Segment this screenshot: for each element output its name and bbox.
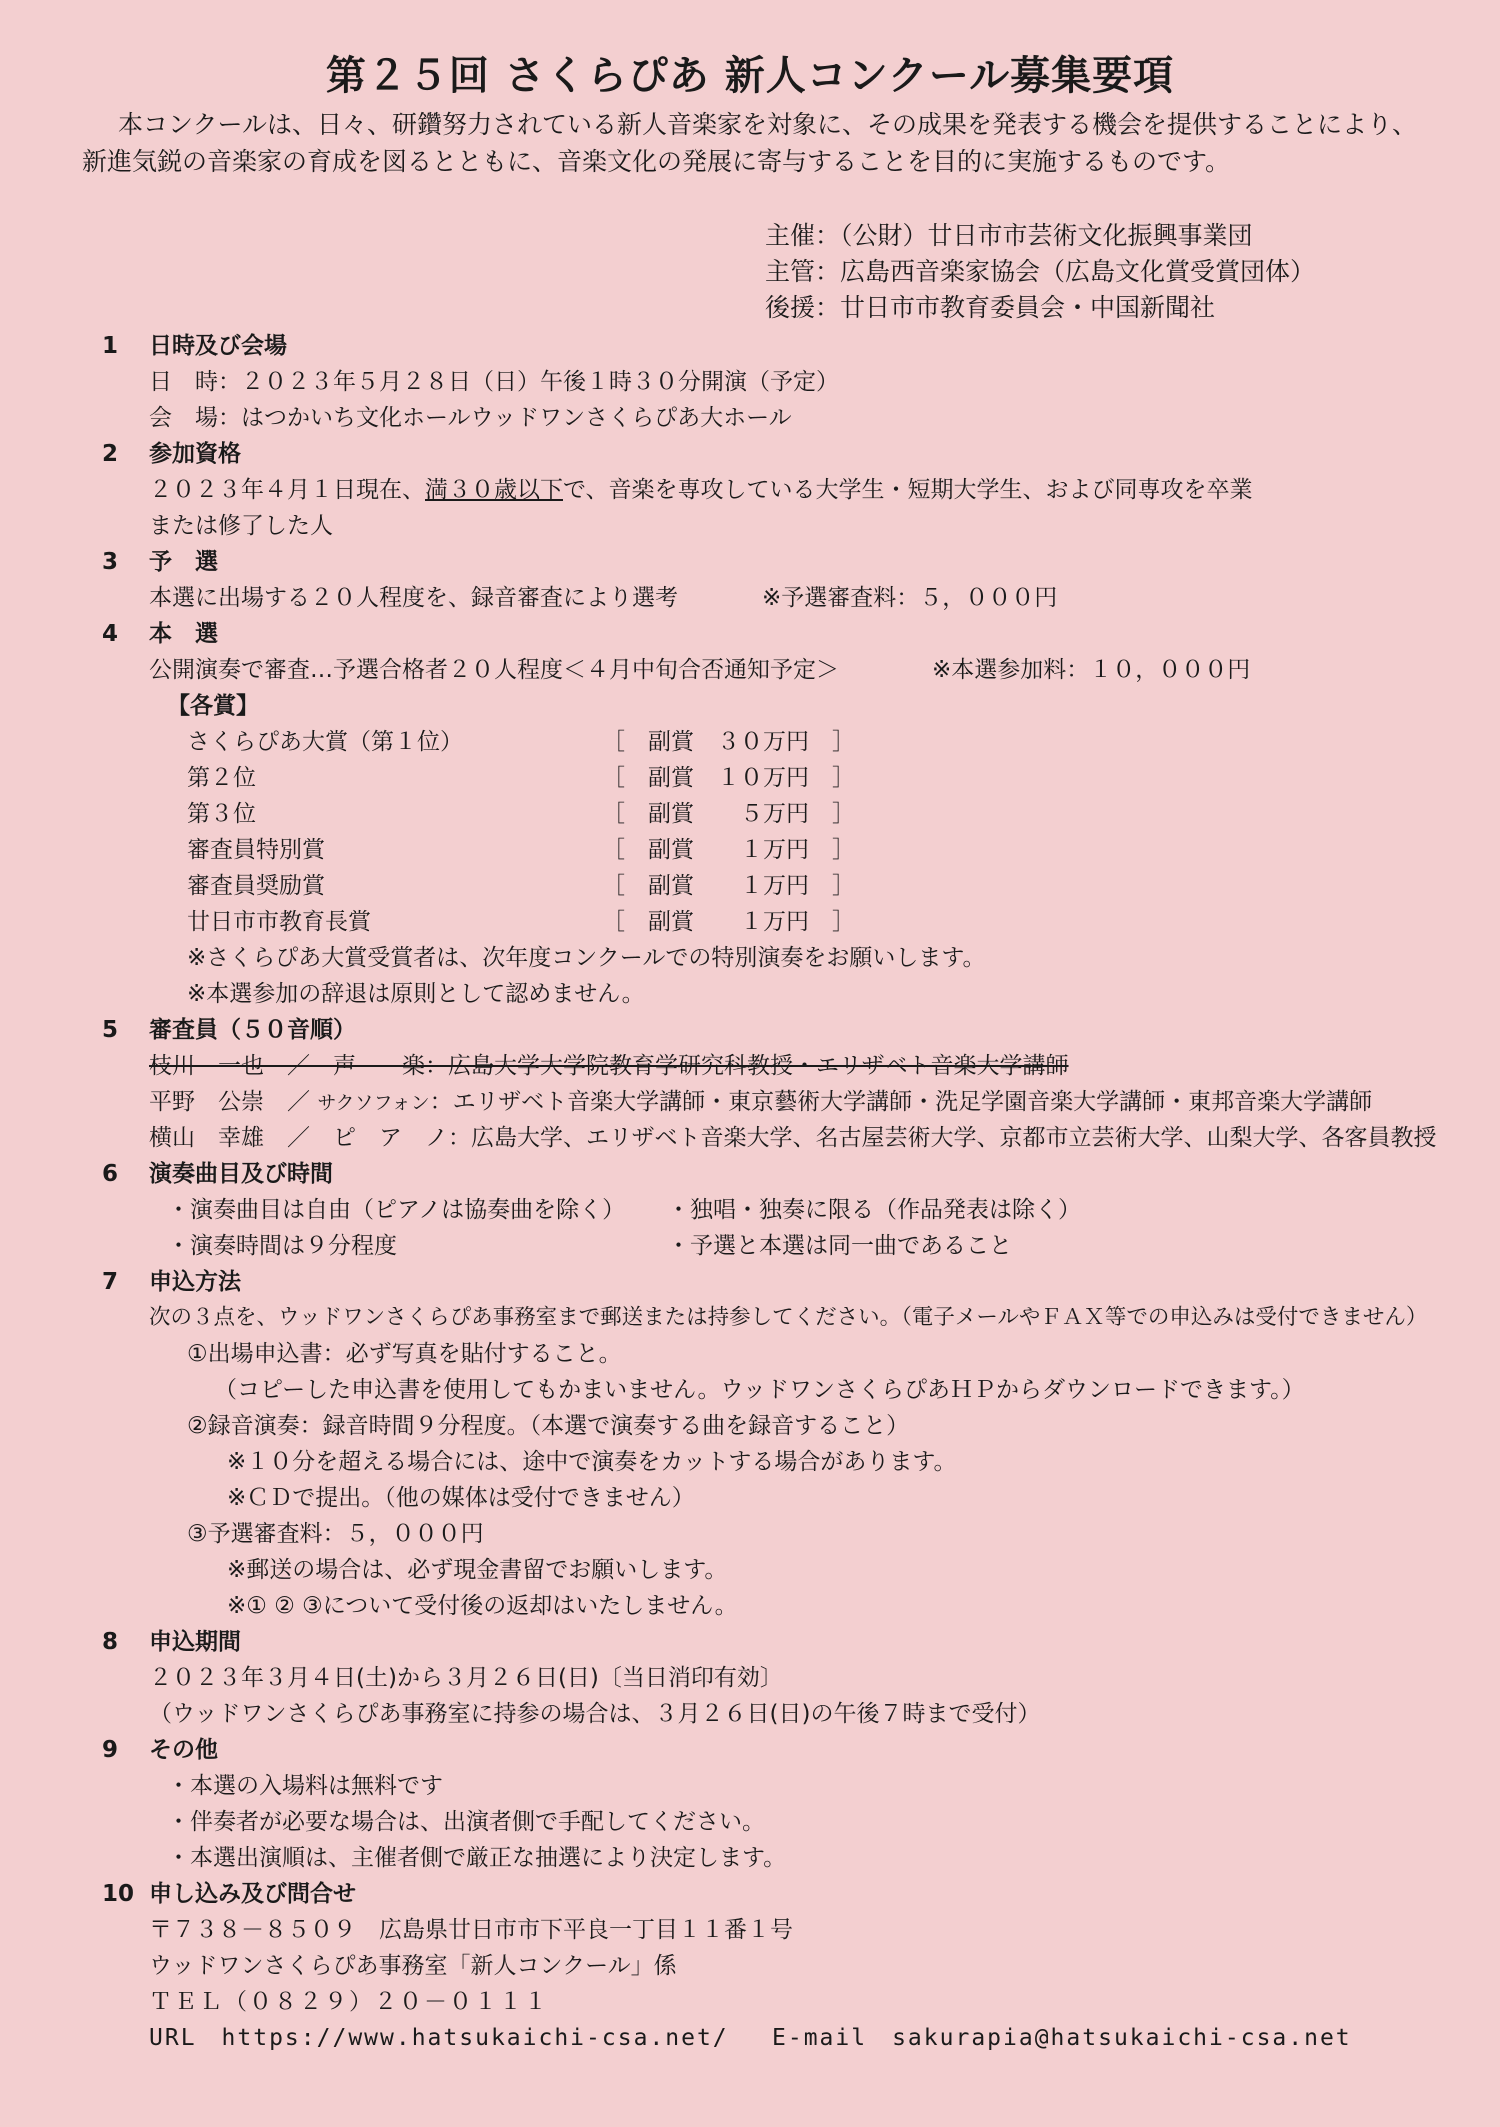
award-row [102,724,1492,760]
section-title: 参加資格 [149,441,241,467]
judge-3: 横山 幸雄 ／ ピ ア ノ：広島大学、エリザベト音楽大学、名古屋芸術大学、京都市立芸術大学、山梨大学、各客員教授 [149,1125,1437,1151]
program-row-2 [102,1228,1492,1264]
contact-email[interactable]: E-mail sakurapia@hatsukaichi-csa.net [772,2025,1352,2051]
award-name: 第２位 [187,765,256,791]
judge-2 [102,1084,1492,1120]
organizer-host: 主催：（公財）廿日市市芸術文化振興事業団 [765,221,1253,250]
award-prize: ［ 副賞 １万円 ］ [602,909,855,935]
application-item-3: ③予選審査料：５，０００円 [187,1521,484,1547]
eligibility-date: ２０２３年４月１日現在、 [149,477,425,503]
award-row [102,760,1492,796]
application-item-1-note: （コピーした申込書を使用してもかまいません。ウッドワンさくらぴあＨＰからダウンロードできます。） [214,1377,1305,1403]
award-prize: ［ 副賞 １万円 ］ [602,873,855,899]
intro-paragraph [82,106,1442,180]
application-item-3-note-1: ※郵送の場合は、必ず現金書留でお願いします。 [227,1557,728,1583]
sections [102,328,1492,2056]
preliminary-text [102,580,1492,616]
final-text [102,652,1492,688]
page-title: 第２５回 さくらぴあ 新人コンクール募集要項 [325,53,1175,99]
event-venue: 会 場：はつかいち文化ホールウッドワンさくらぴあ大ホール [149,405,792,431]
section-number: 3 [102,549,119,575]
program-rule-a: ・演奏曲目は自由（ピアノは協奏曲を除く） [167,1197,626,1223]
organizer-support: 後援：廿日市市教育委員会・中国新聞社 [765,293,1216,322]
section-number: 4 [102,621,119,647]
final-fee: ※本選参加料：１０，０００円 [932,657,1251,683]
application-item-3-note-2: ※① ② ③について受付後の返却はいたしません。 [227,1593,738,1619]
application-period-note: （ウッドワンさくらぴあ事務室に持参の場合は、３月２６日(日)の午後７時まで受付） [149,1701,1041,1727]
section-8-heading [102,1624,1492,1660]
section-number: 8 [102,1629,119,1655]
section-10-heading [102,1876,1492,1912]
contact-url[interactable]: URL https://www.hatsukaichi-csa.net/ [149,2025,729,2051]
contact-office: ウッドワンさくらぴあ事務室「新人コンクール」係 [149,1953,677,1979]
section-2-heading [102,436,1492,472]
other-note-3: ・本選出演順は、主催者側で厳正な抽選により決定します。 [167,1845,787,1871]
contact-tel: ＴＥＬ（０８２９）２０－０１１１ [149,1989,549,2015]
program-rule-c: ・演奏時間は９分程度 [167,1233,397,1259]
award-name: 審査員奨励賞 [187,873,325,899]
final-description: 公開演奏で審査…予選合格者２０人程度＜４月中旬合否通知予定＞ [149,657,839,683]
application-item-2-note-2: ※ＣＤで提出。（他の媒体は受付できません） [227,1485,695,1511]
application-item-2-note-1: ※１０分を超える場合には、途中で演奏をカットする場合があります。 [227,1449,957,1475]
section-title: 本 選 [149,621,218,647]
contact-web [102,2020,1492,2056]
section-title: 予 選 [149,549,218,575]
section-number: 9 [102,1737,119,1763]
section-number: 6 [102,1161,119,1187]
program-rule-d: ・予選と本選は同一曲であること [667,1233,1012,1259]
award-name: 第３位 [187,801,256,827]
organizers [765,218,1315,326]
section-6-heading [102,1156,1492,1192]
awards-heading: 【各賞】 [167,693,259,719]
eligibility-detail: で、音楽を専攻している大学生・短期大学生、および同専攻を卒業 [563,477,1253,503]
section-9-heading [102,1732,1492,1768]
application-intro: 次の３点を、ウッドワンさくらぴあ事務室まで郵送または持参してください。（電子メールやＦＡＸ等での申込みは受付できません） [149,1305,1428,1330]
contact-address: 〒７３８－８５０９ 広島県廿日市市下平良一丁目１１番１号 [149,1917,793,1943]
section-5-heading [102,1012,1492,1048]
section-title: その他 [149,1737,218,1763]
award-name: 審査員特別賞 [187,837,325,863]
section-number: 5 [102,1017,119,1043]
final-note-2: ※本選参加の辞退は原則として認めません。 [187,981,645,1007]
judge-2-affiliation: ：エリザベト音楽大学講師・東京藝術大学講師・洗足学園音楽大学講師・東邦音楽大学講師 [429,1089,1373,1115]
application-item-1: ①出場申込書：必ず写真を貼付すること。 [187,1341,622,1367]
application-item-2: ②録音演奏：録音時間９分程度。（本選で演奏する曲を録音すること） [187,1413,910,1439]
award-row [102,868,1492,904]
award-prize: ［ 副賞 １万円 ］ [602,837,855,863]
preliminary-description: 本選に出場する２０人程度を、録音審査により選考 [149,585,678,611]
section-4-heading [102,616,1492,652]
award-prize: ［ 副賞 ５万円 ］ [602,801,855,827]
section-title: 申込期間 [149,1629,241,1655]
award-name: 廿日市市教育長賞 [187,909,371,935]
section-title: 日時及び会場 [149,333,287,359]
award-row [102,904,1492,940]
judge-1-struck: 枝川 一也 ／ 声 楽：広島大学大学院教育学研究科教授・エリザベト音楽大学講師 [149,1053,1069,1079]
section-title: 申し込み及び問合せ [149,1881,356,1907]
section-number: 7 [102,1269,119,1295]
program-rule-b: ・独唱・独奏に限る（作品発表は除く） [667,1197,1081,1223]
section-number: 10 [102,1881,135,1907]
program-row-1 [102,1192,1492,1228]
event-datetime: 日 時：２０２３年５月２８日（日）午後１時３０分開演（予定） [149,369,839,395]
other-note-2: ・伴奏者が必要な場合は、出演者側で手配してください。 [167,1809,765,1835]
award-prize: ［ 副賞 ３０万円 ］ [602,729,855,755]
award-row [102,796,1492,832]
section-number: 1 [102,333,119,359]
section-3-heading [102,544,1492,580]
judge-2-name: 平野 公崇 ／ [149,1089,310,1115]
section-title: 審査員（５０音順） [149,1017,356,1043]
preliminary-fee: ※予選審査料：５，０００円 [762,585,1058,611]
intro-line-1: 本コンクールは、日々、研鑽努力されている新人音楽家を対象に、その成果を発表する機会を提供することにより、 [118,110,1418,139]
judge-2-instrument: サクソフォン [317,1092,430,1114]
eligibility-line-2: または修了した人 [149,513,333,539]
organizer-manage: 主管：広島西音楽家協会（広島文化賞受賞団体） [765,257,1316,286]
section-number: 2 [102,441,119,467]
section-7-heading [102,1264,1492,1300]
age-limit: 満３０歳以下 [425,477,563,503]
award-row [102,832,1492,868]
application-period: ２０２３年３月４日(土)から３月２６日(日)〔当日消印有効〕 [149,1665,783,1691]
eligibility-line-1 [102,472,1492,508]
award-prize: ［ 副賞 １０万円 ］ [602,765,855,791]
section-title: 演奏曲目及び時間 [149,1161,333,1187]
other-note-1: ・本選の入場料は無料です [167,1773,443,1799]
intro-line-2: 新進気鋭の音楽家の育成を図るとともに、音楽文化の発展に寄与することを目的に実施するものです。 [82,147,1231,176]
award-name: さくらぴあ大賞（第１位） [187,729,463,755]
final-note-1: ※さくらぴあ大賞受賞者は、次年度コンクールでの特別演奏をお願いします。 [187,945,986,971]
section-1-heading [102,328,1492,364]
section-title: 申込方法 [149,1269,241,1295]
